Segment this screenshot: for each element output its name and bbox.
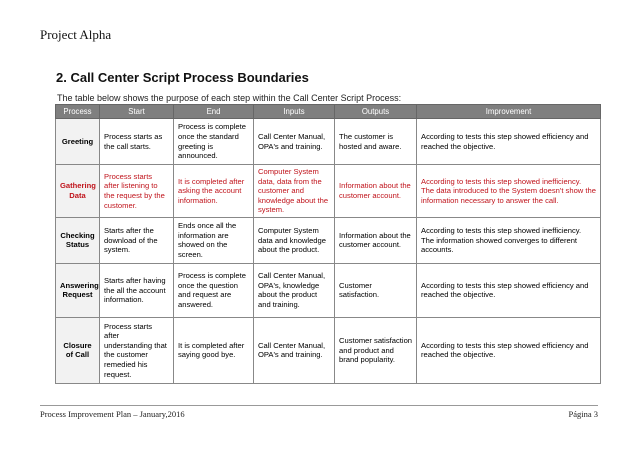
process-boundaries-table	[55, 104, 601, 384]
process-cell: Greeting	[56, 119, 100, 165]
outputs-cell: The customer is hosted and aware.	[335, 119, 417, 165]
end-cell: Process is complete once the standard greeting is announced.	[174, 119, 254, 165]
start-cell: Process starts after listening to the request by the customer.	[100, 165, 174, 218]
column-header-outputs: Outputs	[335, 105, 417, 119]
column-header-start: Start	[100, 105, 174, 119]
document-header-title: Project Alpha	[40, 27, 112, 42]
footer-document-name: Process Improvement Plan – January,2016	[40, 409, 185, 419]
improvement-cell: According to tests this step showed efficiency and reached the objective.	[417, 119, 601, 165]
table-row	[56, 217, 601, 263]
improvement-cell: According to tests this step showed efficiency and reached the objective.	[417, 263, 601, 317]
table-row	[56, 263, 601, 317]
start-cell: Process starts after understanding that the customer remedied his request.	[100, 317, 174, 383]
inputs-cell: Call Center Manual, OPA's, knowledge about the product and training.	[254, 263, 335, 317]
end-cell: It is completed after saying good bye.	[174, 317, 254, 383]
improvement-cell: According to tests this step showed inefficiency. The information showed converges to different accounts.	[417, 217, 601, 263]
outputs-cell: Information about the customer account.	[335, 165, 417, 218]
start-cell: Process starts as the call starts.	[100, 119, 174, 165]
outputs-cell: Customer satisfaction and product and brand popularity.	[335, 317, 417, 383]
end-cell: It is completed after asking the account information.	[174, 165, 254, 218]
table-row	[56, 317, 601, 383]
process-cell: Checking Status	[56, 217, 100, 263]
table-row	[56, 119, 601, 165]
inputs-cell: Computer System data and knowledge about the product.	[254, 217, 335, 263]
start-cell: Starts after having the all the account information.	[100, 263, 174, 317]
inputs-cell: Call Center Manual, OPA's and training.	[254, 119, 335, 165]
end-cell: Ends once all the information are showed on the screen.	[174, 217, 254, 263]
process-cell: Closure of Call	[56, 317, 100, 383]
inputs-cell: Computer System data, data from the customer and knowledge about the system.	[254, 165, 335, 218]
column-header-process: Process	[56, 105, 100, 119]
footer-page-number: Página 3	[568, 409, 598, 419]
inputs-cell: Call Center Manual, OPA's and training.	[254, 317, 335, 383]
table-header-row	[56, 105, 601, 119]
improvement-cell: According to tests this step showed efficiency and reached the objective.	[417, 317, 601, 383]
start-cell: Starts after the download of the system.	[100, 217, 174, 263]
outputs-cell: Information about the customer account.	[335, 217, 417, 263]
column-header-end: End	[174, 105, 254, 119]
footer-divider	[40, 405, 598, 406]
improvement-cell: According to tests this step showed inefficiency. The data introduced to the System doesn't show the information necessary to answer the call.	[417, 165, 601, 218]
intro-paragraph: The table below shows the purpose of each step within the Call Center Script Process:	[57, 93, 402, 103]
column-header-improvement: Improvement	[417, 105, 601, 119]
end-cell: Process is complete once the question and request are answered.	[174, 263, 254, 317]
process-cell: Gathering Data	[56, 165, 100, 218]
section-heading: 2. Call Center Script Process Boundaries	[56, 70, 309, 85]
process-cell: Answering Request	[56, 263, 100, 317]
column-header-inputs: Inputs	[254, 105, 335, 119]
outputs-cell: Customer satisfaction.	[335, 263, 417, 317]
table-row	[56, 165, 601, 218]
